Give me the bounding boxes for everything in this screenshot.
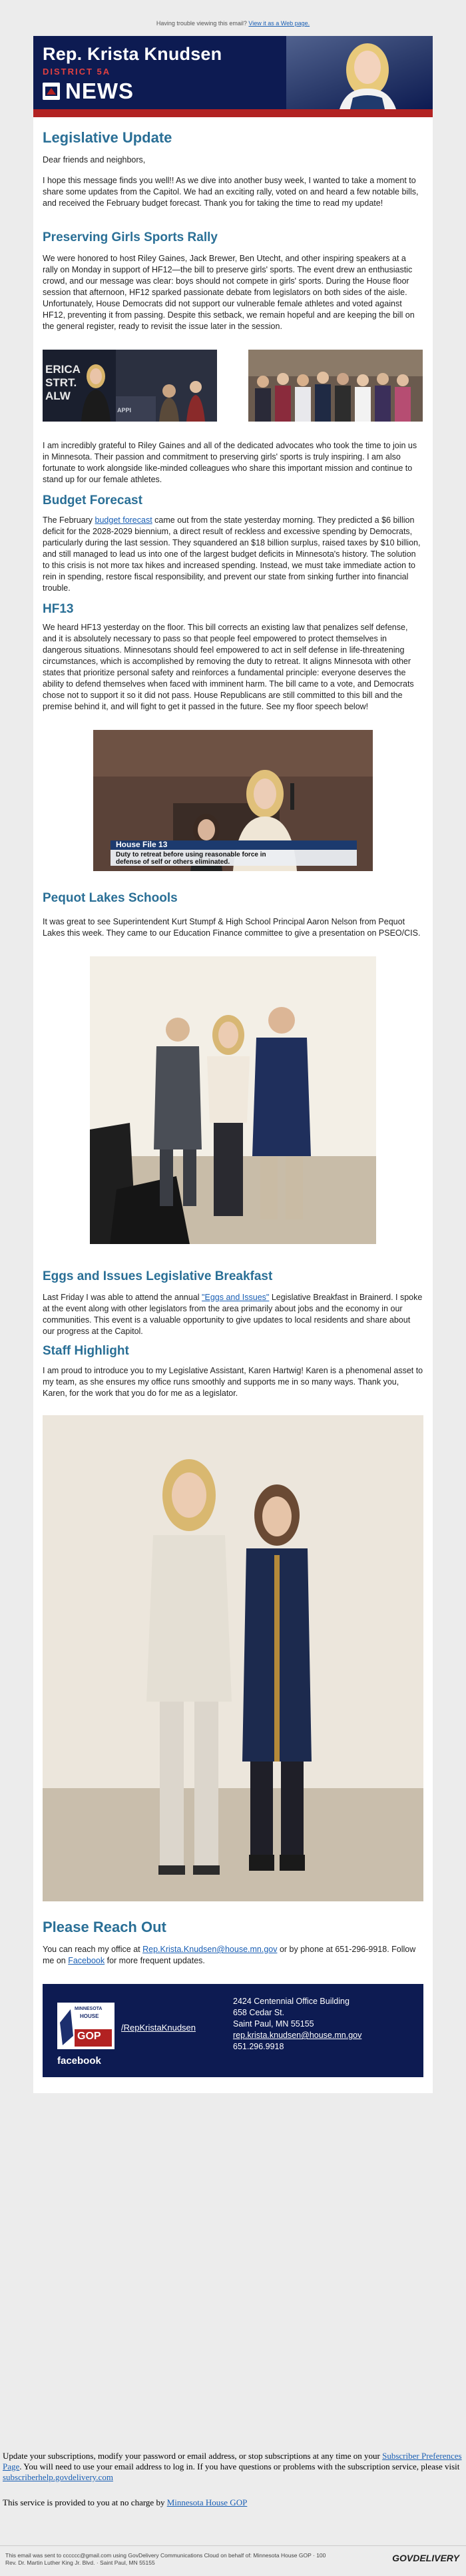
- subscribe-line-2: . You will need to use your email address to log in. If you have questions or problems with the subscription service, please visit: [19, 2461, 460, 2471]
- sports-after: I am incredibly grateful to Riley Gaines and all of the dedicated advocates who took the time to join us in Minnesota. Their passion and commitment to preserving girls' sports is truly inspiring. I am also fortunate to work alongside like-minded colleagues who share this important mission and continue to stand up for our female athletes.: [43, 441, 417, 484]
- pequot-illustration: [90, 956, 376, 1244]
- subscription-notice: [0, 2451, 466, 2483]
- greeting: Dear friends and neighbors,: [43, 155, 146, 164]
- preheader: [0, 0, 466, 36]
- email-container: [33, 36, 433, 2093]
- fine-print-2: Rev. Dr. Martin Luther King Jr. Blvd. · Saint Paul, MN 55155: [5, 2559, 155, 2566]
- video-caption-subtitle: Duty to retreat before using reasonable force in defense of self or others eliminated.: [116, 851, 266, 866]
- govdelivery-logo[interactable]: GOVDELIVERY: [392, 2553, 459, 2563]
- eggs-text-post: Legislative Breakfast in Brainerd. I spoke at the event along with other legislators from the area primarily about jobs and the economy in our communities. This event is a valuable opportunity to give updates to local residents and share about our progress at the Capitol.: [43, 1293, 423, 1336]
- reach-text-pre: You can reach my office at: [43, 1945, 143, 1954]
- facebook-link[interactable]: Facebook: [68, 1956, 105, 1965]
- sports-body: We were honored to host Riley Gaines, Jack Brewer, Ben Utecht, and other inspiring speakers at a rally on Monday in support of HF12—the bill to preserve girls' sports. The event drew an enthusiastic crowd, and our message was clear: boys should not compete in girls' sports. During the House floor session that afternoon, HF12 sparked passionate debate from legislators on both sides of the aisle. Unfortunately, House Democrats did not support our vulnerable female athletes and voted against HF12, preventing it from passing. Despite this setback, we remain hopeful and are keeping the bill on the general register, ready to revisit the issue later in the session.: [43, 254, 415, 331]
- pequot-photo: [90, 956, 376, 1244]
- office-email-link[interactable]: Rep.Krista.Knudsen@house.mn.gov: [142, 1945, 278, 1954]
- rep-portrait: [333, 38, 403, 109]
- subscriber-preferences-link[interactable]: Subscriber Preferences Page: [3, 2451, 462, 2471]
- subscribe-line-1: Update your subscriptions, modify your password or email address, or stop subscriptions at any time on your: [3, 2451, 380, 2461]
- preheader-text: Having trouble viewing this email?: [156, 20, 247, 27]
- address-line-2: 658 Cedar St.: [233, 2008, 285, 2017]
- rally-sign-text: ERICA STRT. ALW: [45, 363, 81, 402]
- footer-email-link[interactable]: rep.krista.knudsen@house.mn.gov: [233, 2031, 362, 2040]
- footer-divider: [0, 2545, 466, 2546]
- subscriber-help-link[interactable]: subscriberhelp.govdelivery.com: [3, 2472, 113, 2482]
- hf13-body: We heard HF13 yesterday on the floor. This bill corrects an existing law that penalizes self defense, and it is absolutely necessary to pass so that people feel empowered to protect themselves in dangerous situations. Minnesotans should feel empowered to act in self defense in life-threatening circumstances, which is accomplished by removing the duty to retreat. It aligns Minnesota with other states that prioritize personal safety and reinforces a fundamental principle: everyone deserves the ability to defend themselves when faced with imminent harm. The bill came to a vote, and Democrats chose not to support it so it did not pass. House Republicans are still committed to this bill and the premise behind it, and will fight to get it passed in the future. See my floor speech below!: [43, 623, 414, 711]
- video-caption-title: House File 13: [116, 840, 168, 849]
- hf13-heading: HF13: [43, 602, 74, 616]
- newsletter-content: [33, 117, 433, 1967]
- page-title: Legislative Update: [43, 129, 172, 146]
- rally-group-illustration: [248, 350, 423, 422]
- budget-text-pre: The February: [43, 515, 95, 525]
- footer-logo-house: HOUSE: [80, 2013, 99, 2019]
- provided-text: This service is provided to you at no charge by: [3, 2497, 165, 2507]
- eggs-and-issues-link[interactable]: "Eggs and Issues": [202, 1293, 270, 1302]
- budget-text-post: came out from the state yesterday morning. They predicted a $6 billion deficit for the 2028-2029 biennium, a direct result of reckless and excessive spending by Democrats, particularly during the last session. They squandered an $18 billion surplus, raised taxes by $10 billion, and still managed to lead us into one of the largest budget deficits in Minnesota's history. The solution to this crisis is not more tax hikes and increased spending. Instead, we must take immediate action to rein in spending, restore fiscal responsibility, and prevent our state from sinking further into financial trouble.: [43, 515, 421, 593]
- rally-photo-podium: [43, 350, 217, 422]
- footer-facebook-wordmark[interactable]: facebook: [57, 2055, 101, 2067]
- sports-heading: Preserving Girls Sports Rally: [43, 230, 218, 244]
- footer-facebook-handle[interactable]: /RepKristaKnudsen: [121, 2023, 196, 2033]
- eggs-body: [43, 1292, 423, 1337]
- pequot-body: It was great to see Superintendent Kurt Stumpf & High School Principal Aaron Nelson from Pequot Lakes this week. They came to our Education Finance committee to give a presentation on PSEO/CIS.: [43, 917, 421, 938]
- service-provided-notice: [0, 2497, 466, 2508]
- banner-name: Rep. Krista Knudsen: [43, 44, 222, 64]
- banner-district: DISTRICT 5A: [43, 67, 111, 77]
- budget-body: [43, 515, 423, 594]
- footer-logo-gop: GOP: [77, 2031, 101, 2042]
- rally-photo-group: [248, 350, 423, 422]
- view-web-link[interactable]: View it as a Web page.: [248, 20, 310, 27]
- banner-news: NEWS: [65, 79, 134, 103]
- house-gop-logo-icon: [43, 83, 60, 100]
- podium-label: APPI: [117, 407, 132, 414]
- eggs-heading: Eggs and Issues Legislative Breakfast: [43, 1269, 273, 1283]
- intro-body: I hope this message finds you well!! As we dive into another busy week, I wanted to take a moment to share some updates from the Capitol. We had an exciting rally, voted on and heard a few notable bills, and received the February budget forecast. Thank you for taking the time to read my update!: [43, 176, 419, 208]
- reach-text-post: for more frequent updates.: [105, 1956, 205, 1965]
- footer-logo-top: MINNESOTA: [75, 2007, 103, 2011]
- reach-body: [43, 1944, 423, 1967]
- address-line-3: Saint Paul, MN 55155: [233, 2019, 314, 2029]
- staff-body: I am proud to introduce you to my Legislative Assistant, Karen Hartwig! Karen is a phenomenal asset to my team, as she ensures my office runs smoothly and supports me in so many ways. Thank you, Karen, for the work that you do for me as a legislator.: [43, 1366, 423, 1398]
- floor-speech-video[interactable]: [93, 730, 373, 871]
- staff-photo: [43, 1415, 423, 1901]
- footer-contact-box: [43, 1984, 423, 2077]
- staff-heading: Staff Highlight: [43, 1344, 129, 1358]
- eggs-text-pre: Last Friday I was able to attend the annual: [43, 1293, 202, 1302]
- staff-illustration: [43, 1415, 423, 1901]
- rally-photo-row: [43, 350, 423, 423]
- footer-address-block: [233, 1996, 361, 2053]
- reach-heading: Please Reach Out: [43, 1919, 166, 1935]
- fine-print-1: This email was sent to cccccc@gmail.com using GovDelivery Communications Cloud on behalf of: Minnesota House GOP · 100: [5, 2552, 326, 2559]
- reach-text-mid: or by phone at 651-296-9918. Follow me on: [43, 1945, 416, 1965]
- pequot-heading: Pequot Lakes Schools: [43, 891, 178, 905]
- address-line-1: 2424 Centennial Office Building: [233, 1997, 350, 2006]
- budget-heading: Budget Forecast: [43, 493, 142, 507]
- budget-forecast-link[interactable]: budget forecast: [95, 515, 152, 525]
- footer-phone: 651.296.9918: [233, 2042, 284, 2051]
- header-banner: [33, 36, 433, 109]
- banner-red-bar: [33, 109, 433, 117]
- minnesota-house-gop-link[interactable]: Minnesota House GOP: [166, 2497, 248, 2507]
